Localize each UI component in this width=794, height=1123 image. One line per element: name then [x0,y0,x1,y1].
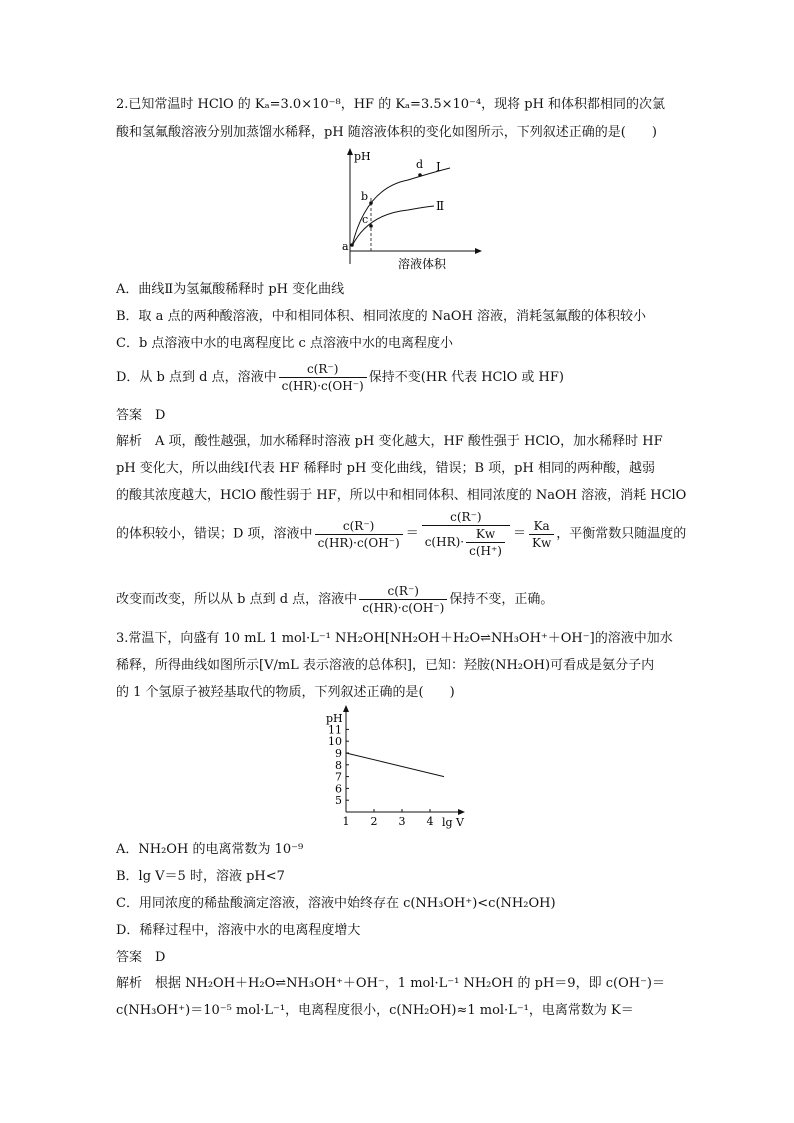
equals-sign: ＝ [513,526,527,541]
q2-option-d [116,362,564,393]
q2-point-c [369,224,373,228]
q2-option-d-suffix: 保持不变(HR 代表 HClO 或 HF) [368,370,564,385]
fraction-numerator: c(R⁻) [359,584,447,600]
fraction-numerator: c(R⁻) [315,519,403,535]
fraction-denominator: c(H⁺) [469,544,502,558]
q3-stem-line-3: 的 1 个氢原子被羟基取代的物质，下列叙述正确的是( ) [116,685,455,700]
q2-y-label: pH [354,150,371,163]
q3-option-a: A．NH₂OH 的电离常数为 10⁻⁹ [116,842,304,857]
q3-x-arrow [458,809,465,815]
q2-stem-line-1: 2.已知常温时 HClO 的 Kₐ=3.0×10⁻⁸，HF 的 Kₐ=3.5×10⁻⁴，现将 pH 和体积都相同的次氯 [116,97,666,112]
q3-y-axis-label: pH [326,712,343,725]
q2-point-c-label: c [362,213,369,226]
nested-fraction [466,527,505,558]
q2-curve-II-label: Ⅱ [436,199,445,213]
q2-analysis-5-suffix: 保持不变，正确。 [449,592,554,607]
q3-analysis-line-1: 解析 根据 NH₂OH＋H₂O⇌NH₃OH⁺＋OH⁻，1 mol·L⁻¹ NH₂OH 的 pH＝9，即 c(OH⁻)＝ [116,976,665,991]
q3-y-tick-label: 8 [335,758,342,772]
q2-point-a-label: a [342,240,349,253]
fraction-numerator: c(R⁻) [279,362,367,378]
q3-y-tick-label: 11 [328,723,342,737]
q2-option-d-prefix: D．从 b 点到 d 点，溶液中 [116,370,277,385]
q2-analysis-fraction-4 [359,584,447,615]
q3-x-tick-label: 4 [426,815,434,828]
q2-analysis-fraction-3 [529,519,554,550]
q3-option-b: B．lg V＝5 时，溶液 pH<7 [116,869,285,884]
q3-y-tick-label: 9 [335,747,342,760]
fraction-numerator: Ka [529,519,554,535]
q3-chart [322,702,478,832]
q3-x-tick-label: 1 [342,815,350,828]
fraction-denominator: c(HR)·c(OH⁻) [362,601,445,615]
q3-x-axis-label: lg V [442,816,464,829]
q2-analysis-4-prefix: 的体积较小，错误；D 项，溶液中 [116,526,313,542]
fraction-numerator: c(R⁻) [422,510,510,526]
q2-point-b [369,201,373,205]
q2-option-b: B．取 a 点的两种酸溶液，中和相同体积、相同浓度的 NaOH 溶液，消耗氢氟酸的体积较小 [116,309,646,324]
q2-y-arrow [347,148,353,155]
q2-option-c: C．b 点溶液中水的电离程度比 c 点溶液中水的电离程度小 [116,336,453,351]
q2-option-d-fraction [279,362,367,393]
q2-analysis-line-2: pH 变化大，所以曲线Ⅰ代表 HF 稀释时 pH 变化曲线，错误；B 项，pH 相同的两种酸，越弱 [116,461,655,476]
q2-point-d [418,173,422,177]
q2-analysis-4-suffix: ，平衡常数只随温度的 [556,526,687,542]
q3-y-tick-label: 5 [335,794,342,808]
q3-stem-line-1: 3.常温下，向盛有 10 mL 1 mol·L⁻¹ NH₂OH[NH₂OH＋H₂O⇌NH₃OH⁺＋OH⁻]的溶液中加水 [116,631,673,646]
q2-option-a: A．曲线Ⅱ为氢氟酸稀释时 pH 变化曲线 [116,282,345,297]
q2-stem-line-2: 酸和氢氟酸溶液分别加蒸馏水稀释，pH 随溶液体积的变化如图所示，下列叙述正确的是( ) [116,125,657,140]
q3-stem-line-2: 稀释，所得曲线如图所示[V/mL 表示溶液的总体积]，已知：羟胺(NH₂OH)可看成是氨分子内 [116,658,655,673]
fraction-denominator: Kw [532,535,552,550]
q2-analysis-line-1: 解析 A 项，酸性越强，加水稀释时溶液 pH 变化越大，HF 酸性强于 HClO，加水稀释时 HF [116,434,663,449]
q2-curve-II [352,206,434,246]
q2-point-d-label: d [416,158,424,171]
q3-analysis-line-2: c(NH₃OH⁺)＝10⁻⁵ mol·L⁻¹，电离程度很小，c(NH₂OH)≈1 mol·L⁻¹，电离常数为 K＝ [116,1003,634,1018]
q2-analysis-line-4 [116,510,686,558]
q2-analysis-fraction-2 [422,510,510,558]
denominator-prefix: c(HR)· [424,535,465,549]
q3-y-arrow [343,705,349,712]
q2-answer: 答案 D [116,408,166,423]
q3-y-tick-label: 10 [328,735,342,749]
q2-x-label: 溶液体积 [398,257,447,271]
q3-option-d: D．稀释过程中，溶液中水的电离程度增大 [116,923,361,938]
equals-sign: ＝ [405,526,419,541]
q3-y-tick-label: 6 [335,782,342,796]
q2-point-b-label: b [361,190,369,203]
q2-point-a [350,243,354,247]
q3-answer: 答案 D [116,950,166,965]
q3-option-c: C．用同浓度的稀盐酸滴定溶液，溶液中始终存在 c(NH₃OH⁺)<c(NH₂OH) [116,896,556,911]
q3-x-tick-label: 3 [398,815,406,828]
fraction-denominator: c(HR)·c(OH⁻) [281,379,364,393]
fraction-denominator: c(HR)·c(OH⁻) [317,535,400,550]
q2-x-arrow [475,248,482,254]
fraction-denominator [422,526,510,558]
q3-y-tick-label: 7 [335,770,342,784]
q2-analysis-5-prefix: 改变而改变，所以从 b 点到 d 点，溶液中 [116,592,358,607]
fraction-numerator: Kw [466,527,505,543]
q3-series-line [346,753,444,777]
q2-analysis-fraction-1 [315,519,403,550]
q2-analysis-line-5 [116,584,553,615]
q2-curve-I-label: Ⅰ [436,160,441,174]
q2-analysis-line-3: 的酸其浓度越大，HClO 酸性弱于 HF，所以中和相同体积、相同浓度的 NaOH 溶液，消耗 HClO [116,488,687,503]
q2-figure [338,146,484,272]
q3-x-tick-label: 2 [370,815,378,828]
